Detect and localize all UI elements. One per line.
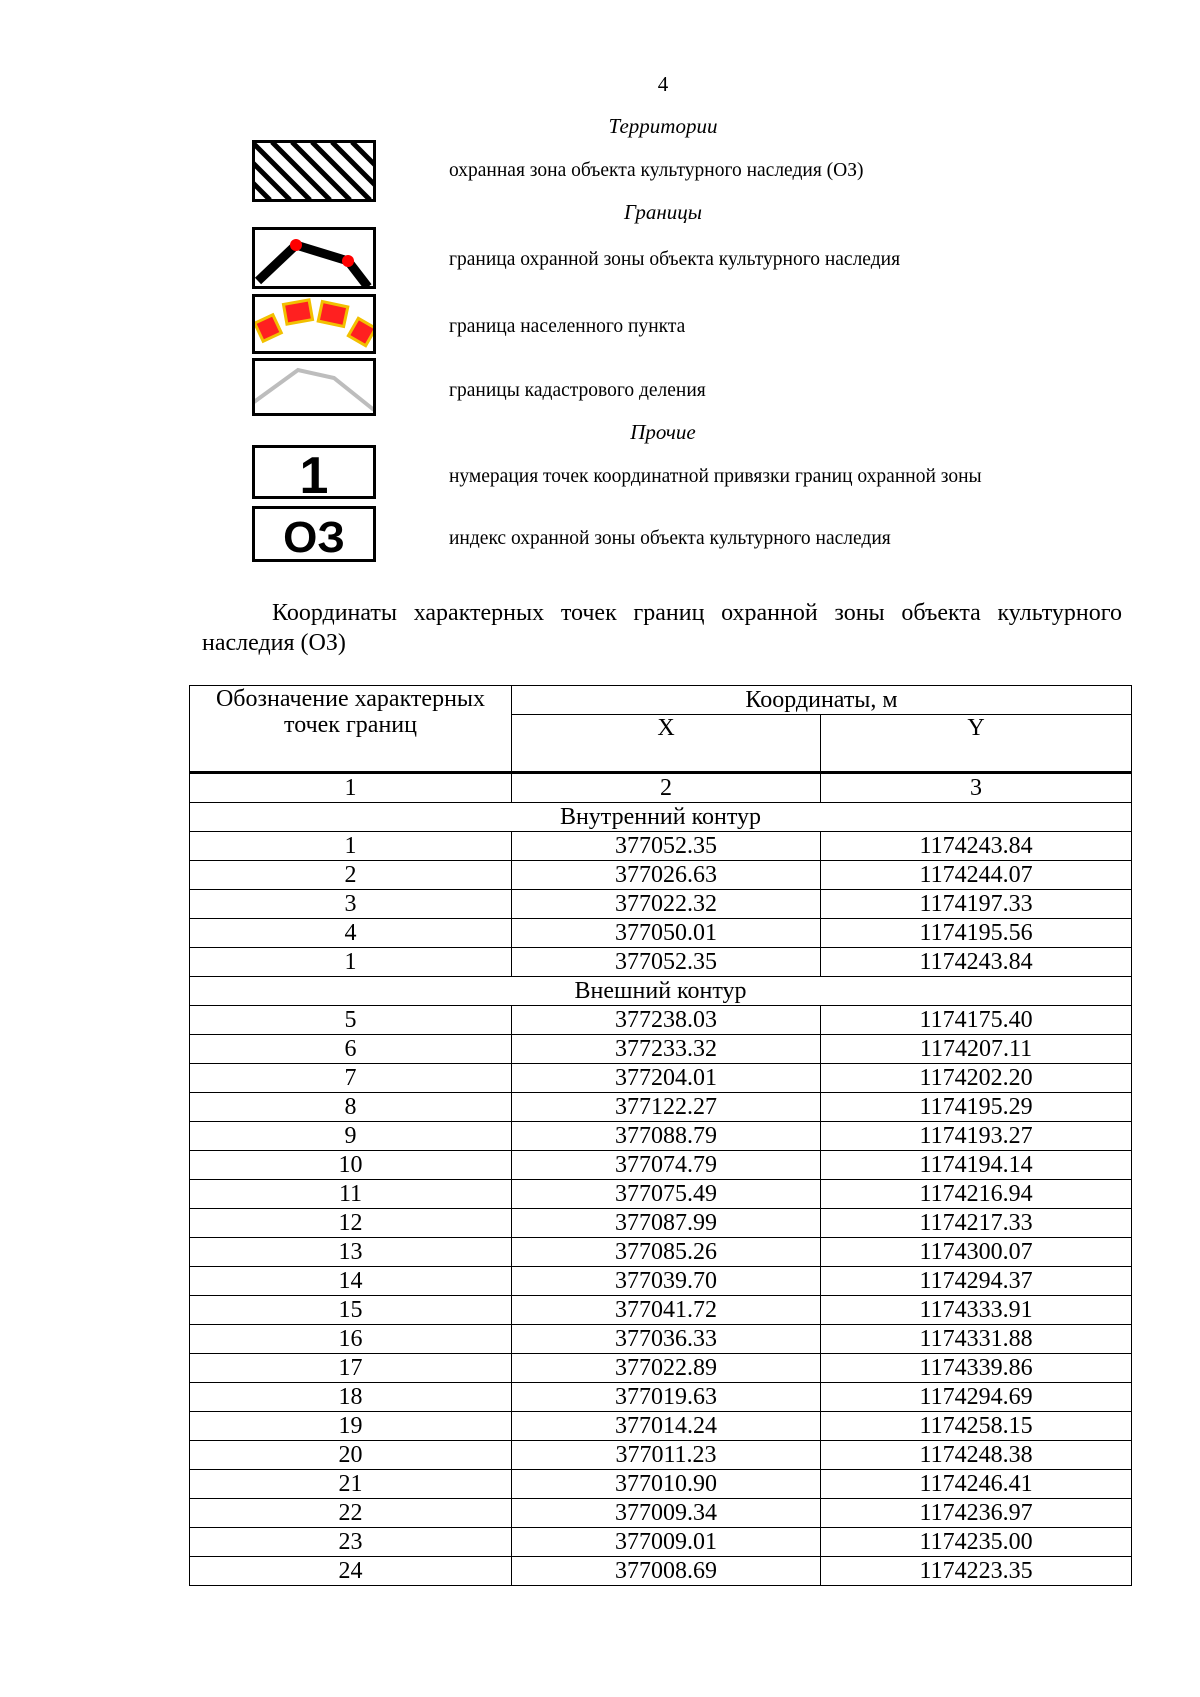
point-number-cell: 15 (190, 1296, 512, 1325)
table-row (190, 1238, 1132, 1267)
svg-text:1: 1 (299, 447, 329, 499)
legend-label-cadastral-border: границы кадастрового деления (449, 380, 706, 401)
point-number-cell: 11 (190, 1180, 512, 1209)
x-coordinate-cell: 377010.90 (512, 1470, 821, 1499)
x-coordinate-cell: 377052.35 (512, 948, 821, 977)
table-row (190, 1412, 1132, 1441)
y-coordinate-cell: 1174193.27 (821, 1122, 1132, 1151)
section-title: Внутренний контур (190, 803, 1132, 832)
table-row (190, 948, 1132, 977)
y-coordinate-cell: 1174175.40 (821, 1006, 1132, 1035)
x-coordinate-cell: 377087.99 (512, 1209, 821, 1238)
x-coordinate-cell: 377039.70 (512, 1267, 821, 1296)
table-row (190, 1325, 1132, 1354)
settlement-border-icon (252, 294, 376, 354)
point-number-symbol (252, 445, 376, 499)
y-coordinate-cell: 1174217.33 (821, 1209, 1132, 1238)
x-coordinate-cell: 377009.01 (512, 1528, 821, 1557)
point-number-cell: 23 (190, 1528, 512, 1557)
oz-index-symbol (252, 506, 376, 562)
table-row (190, 1122, 1132, 1151)
point-number-cell: 13 (190, 1238, 512, 1267)
column-header-x: X (512, 715, 821, 773)
x-coordinate-cell: 377022.32 (512, 890, 821, 919)
column-number-row (190, 773, 1132, 803)
column-number: 1 (190, 773, 512, 803)
x-coordinate-cell: 377041.72 (512, 1296, 821, 1325)
point-number-cell: 8 (190, 1093, 512, 1122)
legend-label-point-number: нумерация точек координатной привязки границ охранной зоны (449, 466, 982, 487)
table-row (190, 832, 1132, 861)
x-coordinate-cell: 377233.32 (512, 1035, 821, 1064)
point-number-cell: 5 (190, 1006, 512, 1035)
point-number-cell: 2 (190, 861, 512, 890)
column-header-coordinates: Координаты, м (512, 686, 1132, 715)
legend-label-oz-index: индекс охранной зоны объекта культурного наследия (449, 528, 891, 549)
point-number-cell: 20 (190, 1441, 512, 1470)
table-caption: Координаты характерных точек границ охранной зоны объекта культурного наследия (ОЗ) (202, 600, 1122, 656)
legend-label-settlement-border: граница населенного пункта (449, 316, 686, 337)
legend-heading-territories: Территории (608, 114, 718, 138)
y-coordinate-cell: 1174195.56 (821, 919, 1132, 948)
point-number-cell: 14 (190, 1267, 512, 1296)
table-row (190, 1064, 1132, 1093)
x-coordinate-cell: 377088.79 (512, 1122, 821, 1151)
x-coordinate-cell: 377011.23 (512, 1441, 821, 1470)
page-number: 4 (657, 72, 669, 96)
y-coordinate-cell: 1174248.38 (821, 1441, 1132, 1470)
y-coordinate-cell: 1174294.69 (821, 1383, 1132, 1412)
table-row (190, 1180, 1132, 1209)
column-header-designation: Обозначение характерных точек границ (190, 686, 512, 773)
table-header-row (190, 686, 1132, 715)
y-coordinate-cell: 1174195.29 (821, 1093, 1132, 1122)
hatched-zone-icon (252, 140, 376, 202)
point-number-cell: 18 (190, 1383, 512, 1412)
cadastral-border-icon (252, 358, 376, 416)
x-coordinate-cell: 377036.33 (512, 1325, 821, 1354)
y-coordinate-cell: 1174207.11 (821, 1035, 1132, 1064)
x-coordinate-cell: 377022.89 (512, 1354, 821, 1383)
table-row (190, 1267, 1132, 1296)
y-coordinate-cell: 1174243.84 (821, 832, 1132, 861)
x-coordinate-cell: 377019.63 (512, 1383, 821, 1412)
y-coordinate-cell: 1174235.00 (821, 1528, 1132, 1557)
table-row (190, 1441, 1132, 1470)
point-number-cell: 19 (190, 1412, 512, 1441)
point-number-cell: 12 (190, 1209, 512, 1238)
y-coordinate-cell: 1174197.33 (821, 890, 1132, 919)
table-row (190, 1151, 1132, 1180)
table-row (190, 1354, 1132, 1383)
table-row (190, 861, 1132, 890)
table-row (190, 1209, 1132, 1238)
oz-border-line-icon (252, 227, 376, 289)
table-row (190, 1006, 1132, 1035)
point-number-cell: 22 (190, 1499, 512, 1528)
y-coordinate-cell: 1174246.41 (821, 1470, 1132, 1499)
x-coordinate-cell: 377238.03 (512, 1006, 821, 1035)
y-coordinate-cell: 1174300.07 (821, 1238, 1132, 1267)
y-coordinate-cell: 1174223.35 (821, 1557, 1132, 1586)
legend-label-oz-zone: охранная зона объекта культурного наследия (ОЗ) (449, 160, 864, 181)
y-coordinate-cell: 1174236.97 (821, 1499, 1132, 1528)
y-coordinate-cell: 1174339.86 (821, 1354, 1132, 1383)
point-number-cell: 16 (190, 1325, 512, 1354)
section-title-row (190, 803, 1132, 832)
point-number-cell: 1 (190, 832, 512, 861)
x-coordinate-cell: 377052.35 (512, 832, 821, 861)
y-coordinate-cell: 1174194.14 (821, 1151, 1132, 1180)
x-coordinate-cell: 377008.69 (512, 1557, 821, 1586)
x-coordinate-cell: 377009.34 (512, 1499, 821, 1528)
point-number-cell: 3 (190, 890, 512, 919)
table-row (190, 1296, 1132, 1325)
x-coordinate-cell: 377074.79 (512, 1151, 821, 1180)
table-row (190, 919, 1132, 948)
x-coordinate-cell: 377085.26 (512, 1238, 821, 1267)
table-row (190, 1383, 1132, 1412)
y-coordinate-cell: 1174216.94 (821, 1180, 1132, 1209)
point-number-cell: 4 (190, 919, 512, 948)
column-number: 2 (512, 773, 821, 803)
table-row (190, 1499, 1132, 1528)
table-row (190, 1470, 1132, 1499)
section-title-row (190, 977, 1132, 1006)
point-number-cell: 1 (190, 948, 512, 977)
point-number-cell: 10 (190, 1151, 512, 1180)
legend-heading-other: Прочие (630, 420, 696, 444)
coordinates-table (189, 685, 1132, 1586)
point-number-cell: 9 (190, 1122, 512, 1151)
x-coordinate-cell: 377122.27 (512, 1093, 821, 1122)
y-coordinate-cell: 1174333.91 (821, 1296, 1132, 1325)
column-header-y: Y (821, 715, 1132, 773)
x-coordinate-cell: 377026.63 (512, 861, 821, 890)
y-coordinate-cell: 1174294.37 (821, 1267, 1132, 1296)
point-number-cell: 7 (190, 1064, 512, 1093)
legend-label-oz-border: граница охранной зоны объекта культурного наследия (449, 249, 901, 270)
section-title: Внешний контур (190, 977, 1132, 1006)
point-number-cell: 17 (190, 1354, 512, 1383)
point-number-cell: 24 (190, 1557, 512, 1586)
table-row (190, 1557, 1132, 1586)
table-row (190, 890, 1132, 919)
x-coordinate-cell: 377014.24 (512, 1412, 821, 1441)
x-coordinate-cell: 377075.49 (512, 1180, 821, 1209)
table-row (190, 1093, 1132, 1122)
table-row (190, 1035, 1132, 1064)
column-number: 3 (821, 773, 1132, 803)
x-coordinate-cell: 377050.01 (512, 919, 821, 948)
y-coordinate-cell: 1174331.88 (821, 1325, 1132, 1354)
point-number-cell: 21 (190, 1470, 512, 1499)
legend-heading-borders: Границы (623, 200, 702, 224)
y-coordinate-cell: 1174244.07 (821, 861, 1132, 890)
y-coordinate-cell: 1174202.20 (821, 1064, 1132, 1093)
y-coordinate-cell: 1174258.15 (821, 1412, 1132, 1441)
y-coordinate-cell: 1174243.84 (821, 948, 1132, 977)
table-row (190, 1528, 1132, 1557)
x-coordinate-cell: 377204.01 (512, 1064, 821, 1093)
svg-text:ОЗ: ОЗ (283, 513, 345, 562)
point-number-cell: 6 (190, 1035, 512, 1064)
